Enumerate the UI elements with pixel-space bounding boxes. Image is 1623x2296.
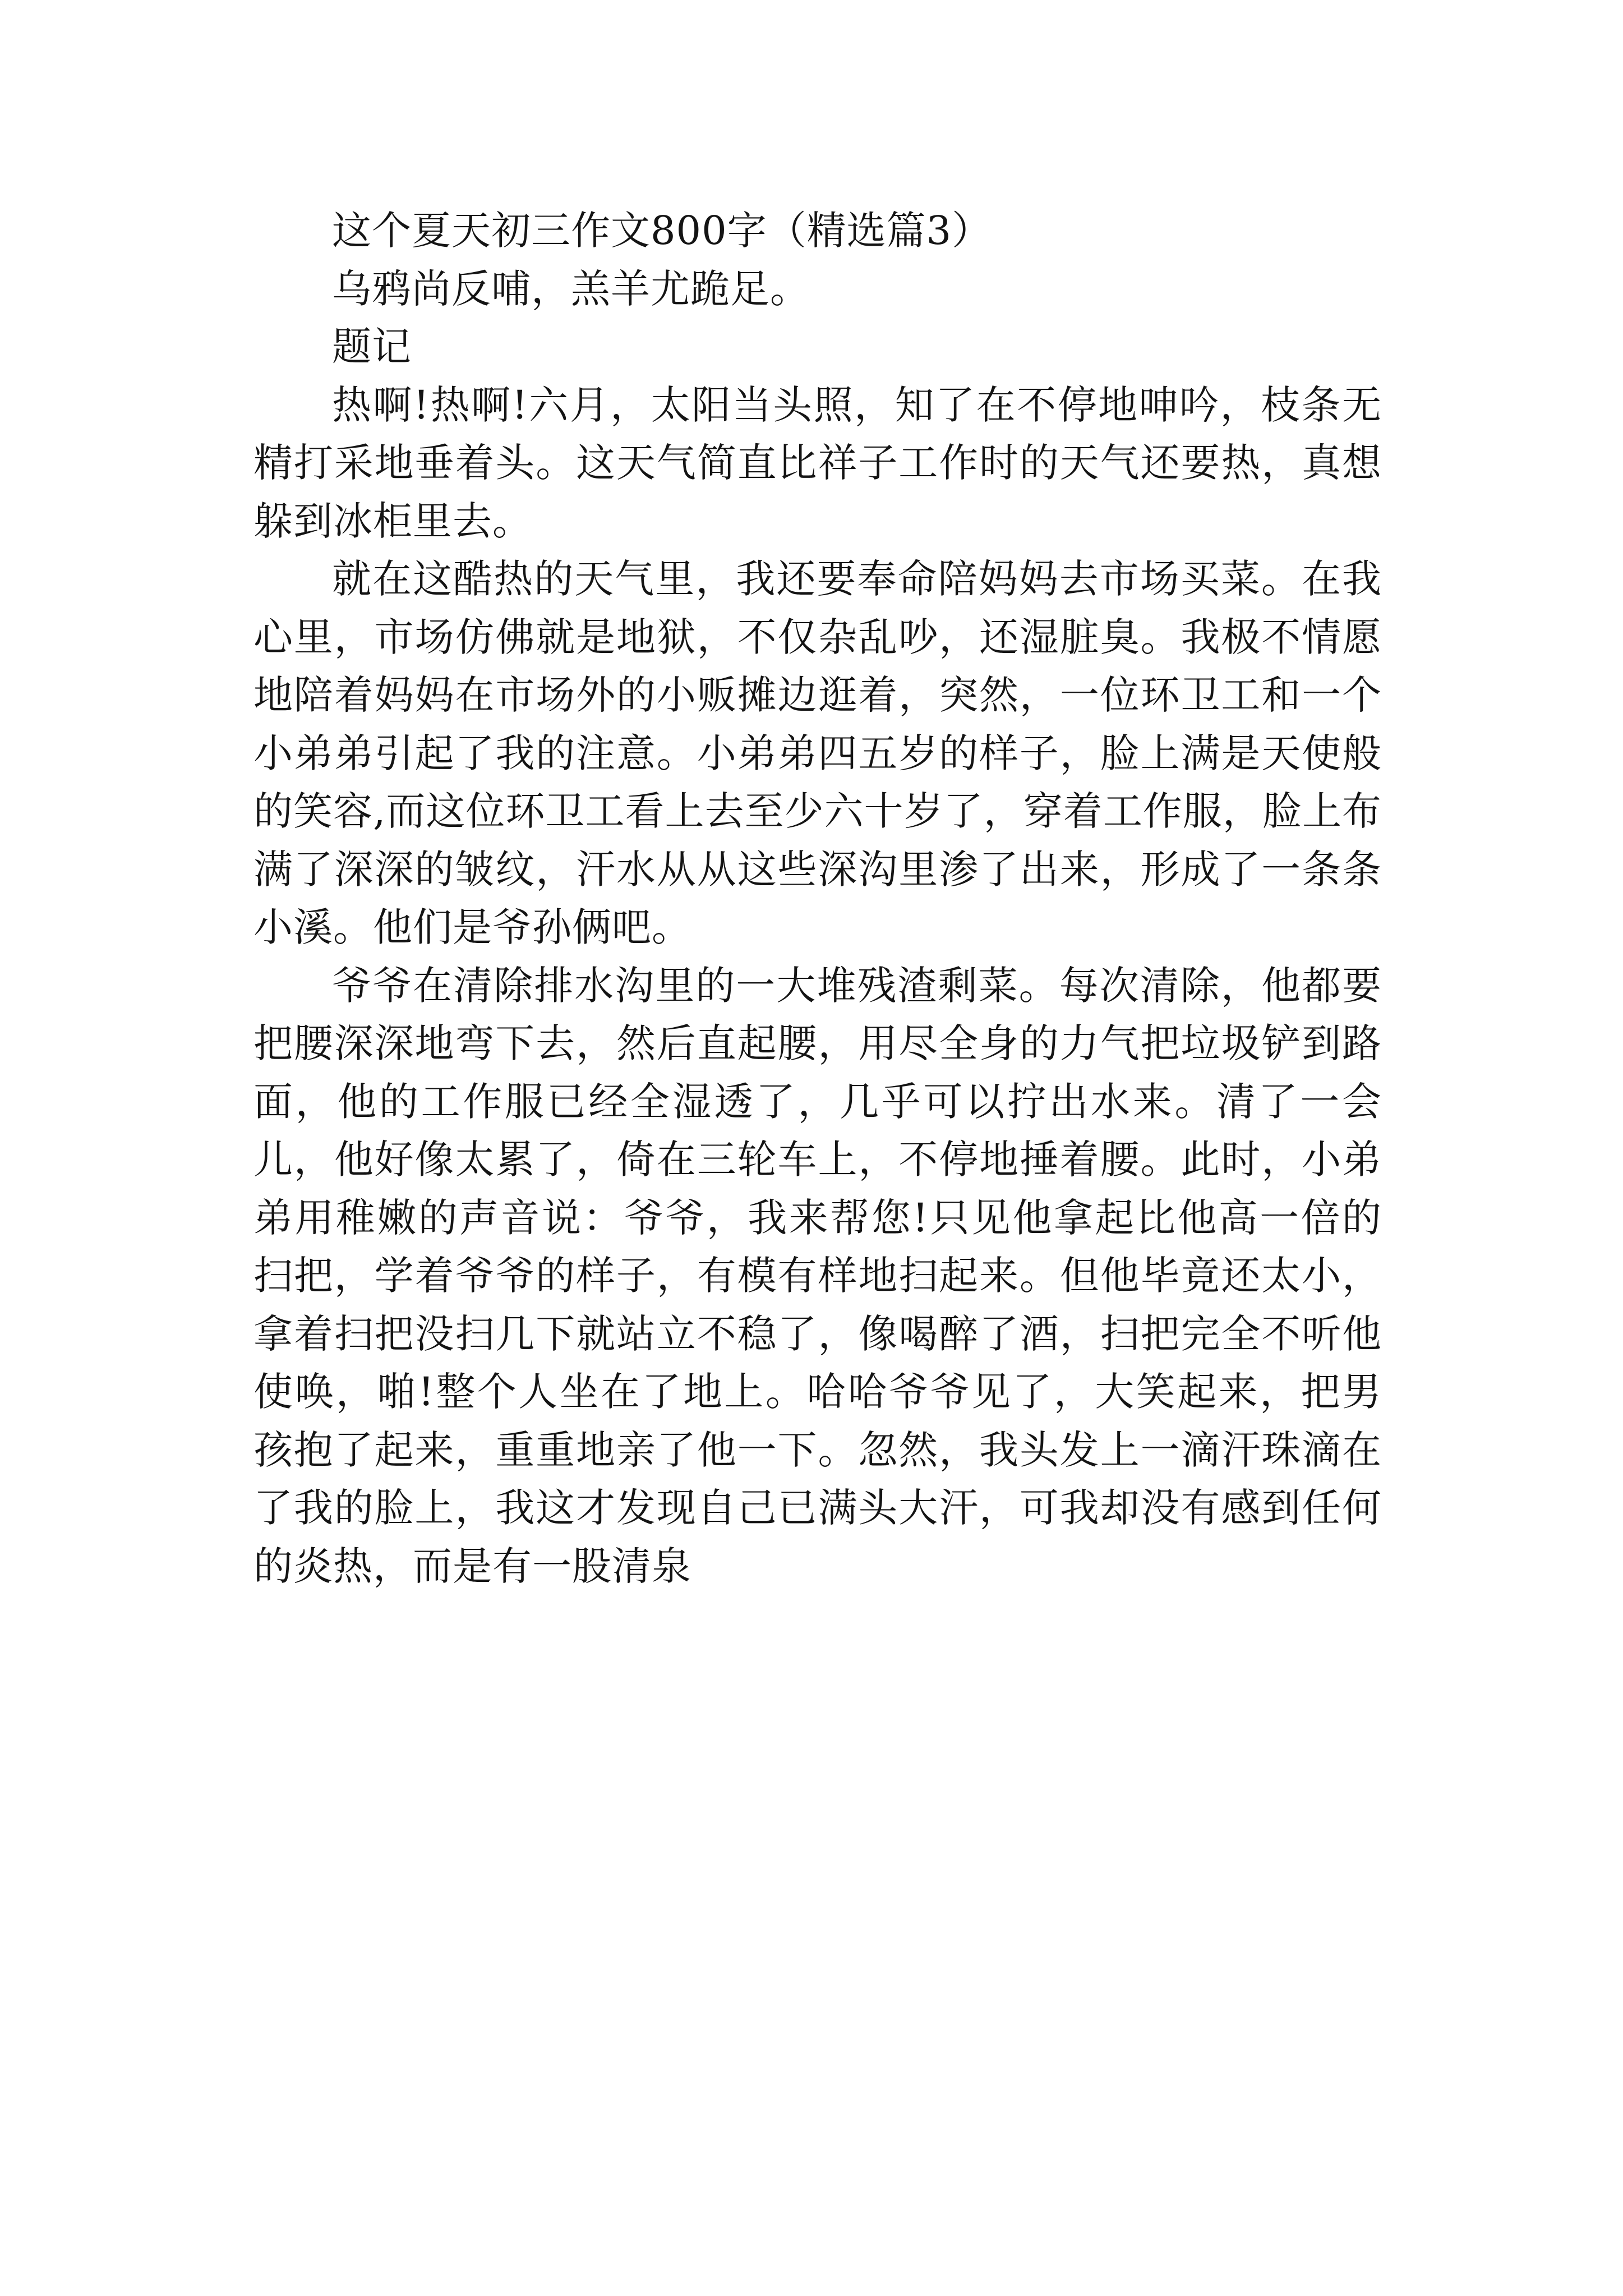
document-body xyxy=(253,202,1382,1595)
epigraph-attribution: 题记 xyxy=(332,324,412,370)
paragraph: 热啊!热啊!六月，太阳当头照，知了在不停地呻吟，枝条无精打采地垂着头。这天气简直比祥子工作时的天气还要热，真想躲到冰柜里去。 xyxy=(253,381,1382,544)
epigraph: 乌鸦尚反哺，羔羊尤跪足。 xyxy=(332,265,810,312)
paragraph: 就在这酷热的天气里，我还要奉命陪妈妈去市场买菜。在我心里，市场仿佛就是地狱，不仅杂乱吵，还湿脏臭。我极不情愿地陪着妈妈在市场外的小贩摊边逛着，突然，一位环卫工和一个小弟弟引起了我的注意。小弟弟四五岁的样子，脸上满是天使般的笑容,而这位环卫工看上去至少六十岁了，穿着工作服，脸上布满了深深的皱纹，汗水从从这些深沟里渗了出来，形成了一条条小溪。他们是爷孙俩吧。 xyxy=(253,556,1382,950)
paragraph: 爷爷在清除排水沟里的一大堆残渣剩菜。每次清除，他都要把腰深深地弯下去，然后直起腰，用尽全身的力气把垃圾铲到路面，他的工作服已经全湿透了，几乎可以拧出水来。清了一会儿，他好像太累了，倚在三轮车上，不停地捶着腰。此时，小弟弟用稚嫩的声音说：爷爷，我来帮您!只见他拿起比他高一倍的扫把，学着爷爷的样子，有模有样地扫起来。但他毕竟还太小，拿着扫把没扫几下就站立不稳了，像喝醉了酒，扫把完全不听他使唤，啪!整个人坐在了地上。哈哈爷爷见了，大笑起来，把男孩抱了起来，重重地亲了他一下。忽然，我头发上一滴汗珠滴在了我的脸上，我这才发现自己已满头大汗，可我却没有感到任何的炎热，而是有一股清泉 xyxy=(253,962,1382,1589)
document-title: 这个夏天初三作文800字（精选篇3） xyxy=(332,208,992,254)
